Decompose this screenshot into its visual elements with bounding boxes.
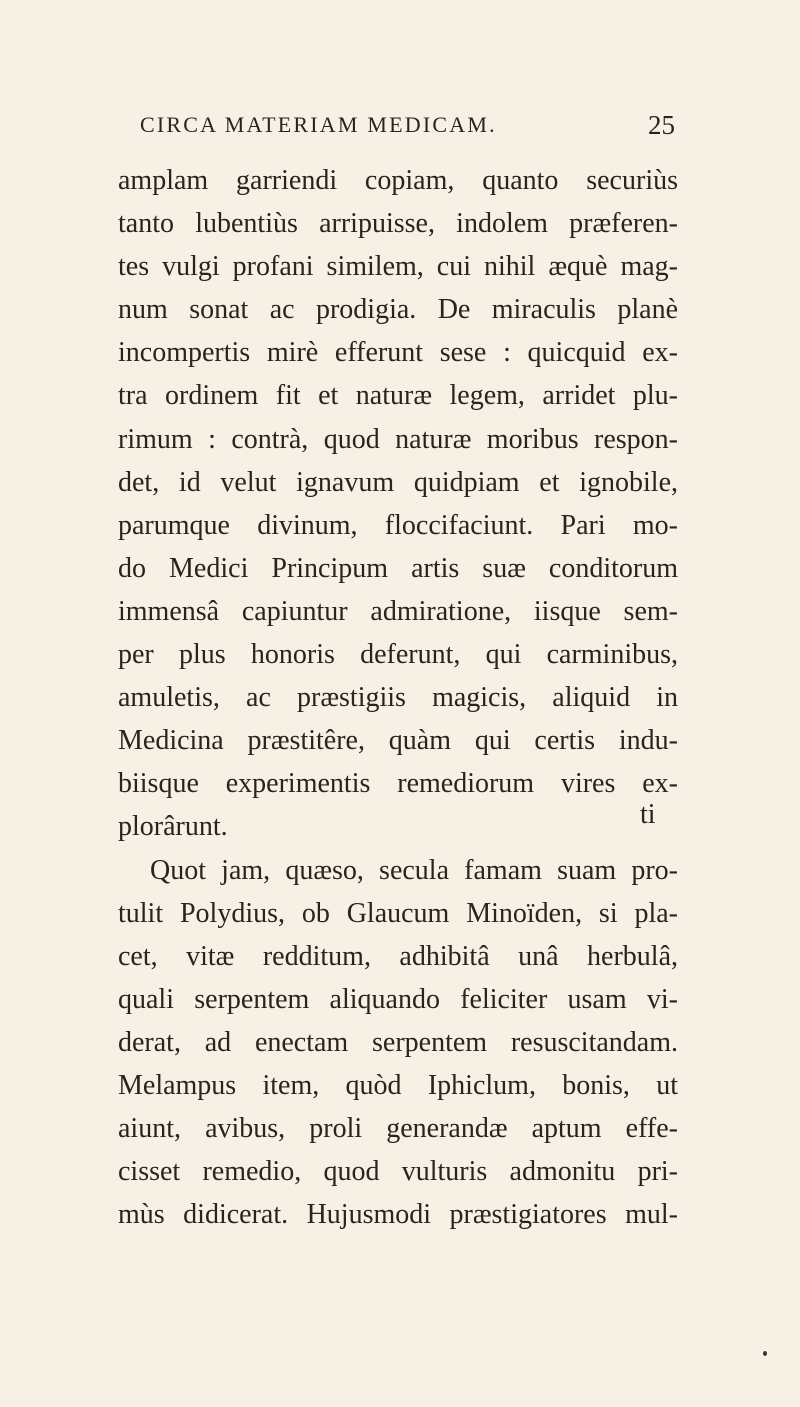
text-line: derat, ad enectam serpentem resuscitandam. — [118, 1026, 678, 1058]
text-line: plorârunt. — [118, 811, 228, 843]
text-line: amplam garriendi copiam, quanto securiùs — [118, 165, 678, 196]
text-line: amuletis, ac præstigiis magicis, aliquid in — [118, 682, 678, 714]
text-line: biisque experimentis remediorum vires ex- — [118, 768, 678, 800]
ink-speck — [763, 1351, 767, 1356]
text-line: mùs didicerat. Hujusmodi præstigiatores mul- — [118, 1199, 678, 1231]
text-line: Melampus item, quòd Iphiclum, bonis, ut — [118, 1069, 678, 1101]
running-head — [140, 112, 675, 152]
text-line: rimum : contrà, quod naturæ moribus respon- — [118, 423, 678, 455]
running-title: CIRCA MATERIAM MEDICAM. — [140, 112, 497, 137]
text-line: det, id velut ignavum quidpiam et ignobile, — [118, 466, 678, 498]
text-line: do Medici Principum artis suæ conditorum — [118, 552, 678, 584]
text-line: aiunt, avibus, proli generandæ aptum effe- — [118, 1113, 678, 1145]
catchword: ti — [640, 799, 656, 830]
text-line: immensâ capiuntur admiratione, iisque sem- — [118, 595, 678, 627]
text-line: per plus honoris deferunt, qui carminibus, — [118, 639, 678, 671]
text-line: tulit Polydius, ob Glaucum Minoïden, si pla- — [118, 897, 678, 929]
text-line: parumque divinum, floccifaciunt. Pari mo- — [118, 509, 678, 541]
text-line: tanto lubentiùs arripuisse, indolem præferen- — [118, 208, 678, 240]
text-line: incompertis mirè efferunt sese : quicquid ex- — [118, 337, 678, 369]
text-line: num sonat ac prodigia. De miraculis planè — [118, 294, 678, 326]
paragraph-start-line: Quot jam, quæso, secula famam suam pro- — [150, 854, 678, 886]
text-line: tra ordinem fit et naturæ legem, arridet plu- — [118, 380, 678, 412]
text-line: Medicina præstitêre, quàm qui certis indu- — [118, 725, 678, 757]
text-line: tes vulgi profani similem, cui nihil æquè mag- — [118, 251, 678, 283]
body-text — [118, 159, 678, 1236]
text-line: quali serpentem aliquando feliciter usam vi- — [118, 983, 678, 1015]
page-number: 25 — [648, 110, 675, 140]
text-line: cisset remedio, quod vulturis admonitu pri- — [118, 1156, 678, 1188]
text-line: cet, vitæ redditum, adhibitâ unâ herbulâ, — [118, 940, 678, 972]
